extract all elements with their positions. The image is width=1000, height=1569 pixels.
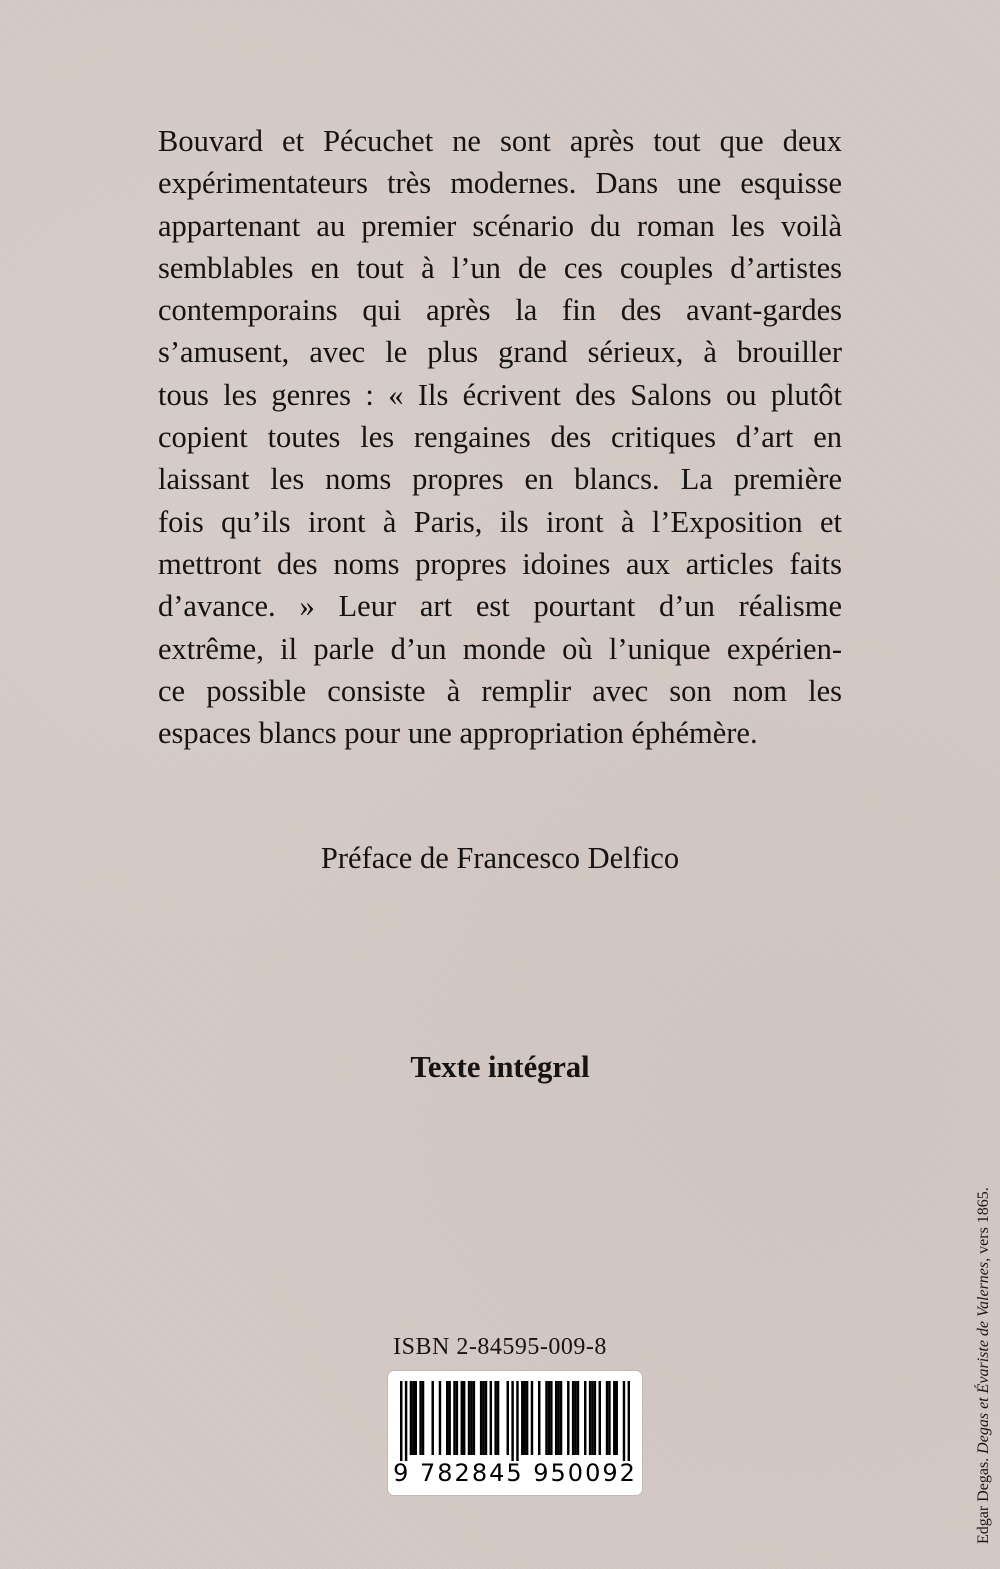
barcode-bar [490,1381,492,1455]
barcode-bar [555,1381,557,1455]
blurb-line: d’avance. » Leur art est pourtant d’un réalisme [158,589,842,624]
barcode-bar [557,1381,559,1455]
barcode-bar [461,1381,463,1455]
barcode-bar [606,1381,608,1455]
barcode-bar [550,1381,552,1455]
blurb-line: copient toutes les rengaines des critiques d’art en [158,420,842,455]
barcode-bar [521,1381,523,1455]
barcode-bar [615,1381,617,1455]
barcode-bar [412,1381,414,1455]
barcode-bar [623,1381,625,1461]
barcode-bar [567,1381,569,1455]
barcode-bar [485,1381,487,1455]
barcode-bar [511,1381,513,1461]
cover-image-credit [975,1187,993,1544]
barcode-bar [470,1381,472,1455]
blurb-line: ce possible consiste à remplir avec son nom les [158,673,842,708]
barcode-bar [448,1381,450,1455]
barcode-bar [400,1381,402,1461]
barcode-bar [594,1381,596,1455]
blurb-line: s’amusent, avec le plus grand sérieux, à brouiller [158,335,842,370]
barcode-bar [574,1381,576,1455]
barcode-icon [400,1381,630,1461]
barcode-bar [613,1381,615,1455]
barcode-bar [431,1381,433,1455]
blurb-text [158,120,842,754]
barcode-bar [545,1381,547,1455]
barcode-bar [608,1381,610,1455]
blurb-line: tous les genres : « Ils écrivent des Salons ou plutôt [158,377,842,412]
barcode-bar [494,1381,496,1455]
barcode-bar [422,1381,424,1455]
credit-date: , vers 1865. [975,1187,992,1262]
barcode-digits: 9 782845 950092 [393,1459,637,1487]
barcode-bar [405,1381,407,1461]
barcode-bar [572,1381,574,1455]
blurb-line: extrême, il parle d’un monde où l’unique expérien- [158,631,842,666]
blurb-line: mettront des noms propres idoines aux articles faits [158,546,842,581]
blurb-line: contemporains qui après la fin des avant-gardes [158,293,842,328]
barcode-bar [419,1381,421,1455]
barcode-bar [410,1381,412,1455]
barcode-bar [531,1381,533,1455]
barcode-bar [415,1381,417,1455]
barcode-bar [468,1381,470,1455]
blurb-line: Bouvard et Pécuchet ne sont après tout que deux [158,124,842,158]
blurb-line: expérimentateurs très modernes. Dans une esquisse [158,166,842,201]
isbn-number: ISBN 2-84595-009-8 [393,1334,607,1360]
blurb-line: fois qu’ils iront à Paris, ils iront à l’Exposition et [158,504,842,539]
credit-artist: Edgar Degas. [975,1457,992,1544]
barcode-bar [497,1381,499,1455]
barcode-bar [463,1381,465,1455]
barcode-bar [523,1381,525,1455]
barcode-bar [480,1381,482,1455]
preface-credit: Préface de Francesco Delfico [320,841,680,875]
barcode-bar [507,1381,509,1455]
barcode-bar [577,1381,579,1455]
barcode-bar [548,1381,550,1455]
barcode-bar [473,1381,475,1455]
barcode-bar [456,1381,458,1455]
barcode-bar [589,1381,591,1455]
barcode-sticker [388,1371,642,1495]
blurb-line: appartenant au premier scénario du roman les voilà [158,208,842,243]
barcode-bar [516,1381,518,1461]
barcode-bar [526,1381,528,1455]
barcode-bar [591,1381,593,1455]
credit-artwork-title: Degas et Évariste de Valernes [975,1261,992,1454]
blurb-line: laissant les noms propres en blancs. La première [158,462,842,497]
barcode-bar [482,1381,484,1455]
barcode-bar [439,1381,441,1455]
barcode-bar [560,1381,562,1455]
blurb-line: espaces blancs pour une appropriation éphémère. [158,716,758,751]
barcode-bar [446,1381,448,1455]
barcode-bar [453,1381,455,1455]
barcode-bar [538,1381,540,1455]
barcode-bar [628,1381,630,1461]
barcode-bar [584,1381,586,1455]
complete-text-label: Texte intégral [410,1050,590,1084]
barcode-bar [599,1381,601,1455]
blurb-line: semblables en tout à l’un de ces couples d’artistes [158,250,842,285]
